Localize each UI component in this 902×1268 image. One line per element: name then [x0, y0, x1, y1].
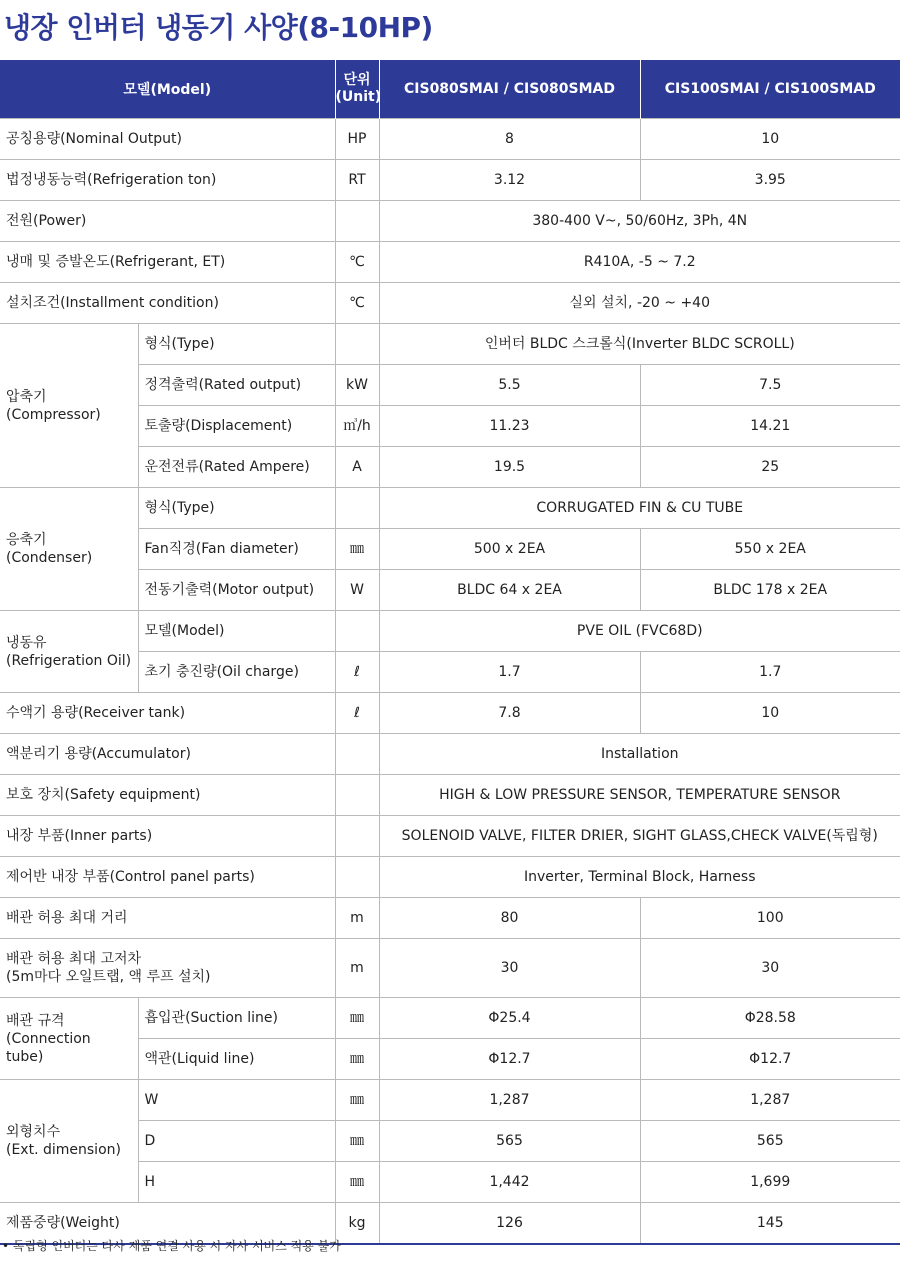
table-row [0, 939, 900, 998]
table-row [0, 242, 900, 283]
row-label: 운전전류(Rated Ampere) [138, 447, 335, 488]
row-value-1: 7.8 [379, 693, 640, 734]
group-label-compressor: 압축기 (Compressor) [0, 324, 138, 488]
row-unit: ㎥/h [335, 406, 379, 447]
row-unit [335, 857, 379, 898]
row-label: 전동기출력(Motor output) [138, 570, 335, 611]
row-unit: ㎜ [335, 1080, 379, 1121]
table-row [0, 734, 900, 775]
footnote: • 독립형 인버터는 타사 제품 연결 사용 시 자사 서비스 적용 불가 [2, 1239, 341, 1253]
row-value: Installation [379, 734, 900, 775]
row-unit [335, 201, 379, 242]
row-label: 액분리기 용량(Accumulator) [0, 734, 335, 775]
row-label: 법정냉동능력(Refrigeration ton) [0, 160, 335, 201]
header-unit: 단위 (Unit) [335, 60, 379, 119]
row-value-2: 1,699 [640, 1162, 900, 1203]
group-label-connection: 배관 규격 (Connection tube) [0, 998, 138, 1080]
row-unit [335, 324, 379, 365]
group-label-oil: 냉동유 (Refrigeration Oil) [0, 611, 138, 693]
row-value-2: 565 [640, 1121, 900, 1162]
row-label: 토출량(Displacement) [138, 406, 335, 447]
row-value: HIGH & LOW PRESSURE SENSOR, TEMPERATURE SENSOR [379, 775, 900, 816]
row-label: 전원(Power) [0, 201, 335, 242]
row-label: 제품중량(Weight) [0, 1203, 335, 1245]
row-unit [335, 775, 379, 816]
row-unit: ℃ [335, 283, 379, 324]
row-value-2: Φ12.7 [640, 1039, 900, 1080]
table-header-row [0, 60, 900, 119]
row-value-2: 7.5 [640, 365, 900, 406]
row-value-1: Φ25.4 [379, 998, 640, 1039]
row-value-1: 1,442 [379, 1162, 640, 1203]
row-unit: ㎜ [335, 998, 379, 1039]
row-label: 형식(Type) [138, 324, 335, 365]
row-value-1: 3.12 [379, 160, 640, 201]
table-row [0, 283, 900, 324]
row-label: 배관 허용 최대 거리 [0, 898, 335, 939]
table-row [0, 816, 900, 857]
row-value-1: 8 [379, 119, 640, 160]
row-value-1: 80 [379, 898, 640, 939]
row-label: 공칭용량(Nominal Output) [0, 119, 335, 160]
row-unit [335, 488, 379, 529]
row-value-1: Φ12.7 [379, 1039, 640, 1080]
row-value-1: 126 [379, 1203, 640, 1245]
row-value-2: 14.21 [640, 406, 900, 447]
row-unit: ℓ [335, 693, 379, 734]
page-title: 냉장 인버터 냉동기 사양(8-10HP) [4, 11, 433, 44]
table-row [0, 1080, 900, 1121]
row-unit [335, 611, 379, 652]
table-row [0, 898, 900, 939]
header-model-1: CIS080SMAI / CIS080SMAD [379, 60, 640, 119]
row-label: 보호 장치(Safety equipment) [0, 775, 335, 816]
row-label: 설치조건(Installment condition) [0, 283, 335, 324]
table-row [0, 693, 900, 734]
row-value: 인버터 BLDC 스크롤식(Inverter BLDC SCROLL) [379, 324, 900, 365]
row-unit: ㎜ [335, 1121, 379, 1162]
row-value-2: 30 [640, 939, 900, 998]
row-unit: kW [335, 365, 379, 406]
table-row [0, 488, 900, 529]
table-row [0, 857, 900, 898]
row-value-1: 500 x 2EA [379, 529, 640, 570]
row-label: 액관(Liquid line) [138, 1039, 335, 1080]
row-value: 380-400 V~, 50/60Hz, 3Ph, 4N [379, 201, 900, 242]
row-unit: ㎜ [335, 1039, 379, 1080]
row-unit: m [335, 898, 379, 939]
row-value-2: 145 [640, 1203, 900, 1245]
row-label: H [138, 1162, 335, 1203]
row-value: CORRUGATED FIN & CU TUBE [379, 488, 900, 529]
row-label: 냉매 및 증발온도(Refrigerant, ET) [0, 242, 335, 283]
row-unit: ㎜ [335, 1162, 379, 1203]
table-row [0, 201, 900, 242]
row-unit: HP [335, 119, 379, 160]
row-value-1: BLDC 64 x 2EA [379, 570, 640, 611]
table-row [0, 119, 900, 160]
row-label: 흡입관(Suction line) [138, 998, 335, 1039]
row-label: 초기 충진량(Oil charge) [138, 652, 335, 693]
row-unit: ℓ [335, 652, 379, 693]
row-value-2: 1,287 [640, 1080, 900, 1121]
row-label: W [138, 1080, 335, 1121]
row-label: 정격출력(Rated output) [138, 365, 335, 406]
row-value-1: 19.5 [379, 447, 640, 488]
row-value-1: 565 [379, 1121, 640, 1162]
row-label: Fan직경(Fan diameter) [138, 529, 335, 570]
row-value: SOLENOID VALVE, FILTER DRIER, SIGHT GLASS,CHECK VALVE(독립형) [379, 816, 900, 857]
row-label: D [138, 1121, 335, 1162]
row-label: 모델(Model) [138, 611, 335, 652]
row-unit: W [335, 570, 379, 611]
row-unit: ㎜ [335, 529, 379, 570]
group-label-condenser: 응축기 (Condenser) [0, 488, 138, 611]
row-unit: A [335, 447, 379, 488]
row-value: PVE OIL (FVC68D) [379, 611, 900, 652]
row-value-1: 11.23 [379, 406, 640, 447]
row-value-1: 1.7 [379, 652, 640, 693]
row-value: Inverter, Terminal Block, Harness [379, 857, 900, 898]
row-unit: ℃ [335, 242, 379, 283]
row-unit [335, 734, 379, 775]
row-value: 실외 설치, -20 ~ +40 [379, 283, 900, 324]
row-value-1: 30 [379, 939, 640, 998]
row-value-1: 1,287 [379, 1080, 640, 1121]
row-unit [335, 816, 379, 857]
row-value-2: 10 [640, 693, 900, 734]
row-value-2: Φ28.58 [640, 998, 900, 1039]
row-value-2: 550 x 2EA [640, 529, 900, 570]
row-value-1: 5.5 [379, 365, 640, 406]
row-label: 수액기 용량(Receiver tank) [0, 693, 335, 734]
table-row [0, 611, 900, 652]
row-unit: RT [335, 160, 379, 201]
row-value-2: 25 [640, 447, 900, 488]
row-label: 내장 부품(Inner parts) [0, 816, 335, 857]
row-unit: kg [335, 1203, 379, 1245]
row-label: 배관 허용 최대 고저차 (5m마다 오일트랩, 액 루프 설치) [0, 939, 335, 998]
row-label: 형식(Type) [138, 488, 335, 529]
header-model: 모델(Model) [0, 60, 335, 119]
row-value-2: 10 [640, 119, 900, 160]
row-value: R410A, -5 ~ 7.2 [379, 242, 900, 283]
table-row [0, 998, 900, 1039]
row-value-2: 100 [640, 898, 900, 939]
header-model-2: CIS100SMAI / CIS100SMAD [640, 60, 900, 119]
table-row [0, 324, 900, 365]
table-row [0, 160, 900, 201]
table-row [0, 775, 900, 816]
row-value-2: 1.7 [640, 652, 900, 693]
spec-table [0, 60, 900, 1245]
row-value-2: BLDC 178 x 2EA [640, 570, 900, 611]
row-unit: m [335, 939, 379, 998]
group-label-dimension: 외형치수 (Ext. dimension) [0, 1080, 138, 1203]
row-label: 제어반 내장 부품(Control panel parts) [0, 857, 335, 898]
row-value-2: 3.95 [640, 160, 900, 201]
